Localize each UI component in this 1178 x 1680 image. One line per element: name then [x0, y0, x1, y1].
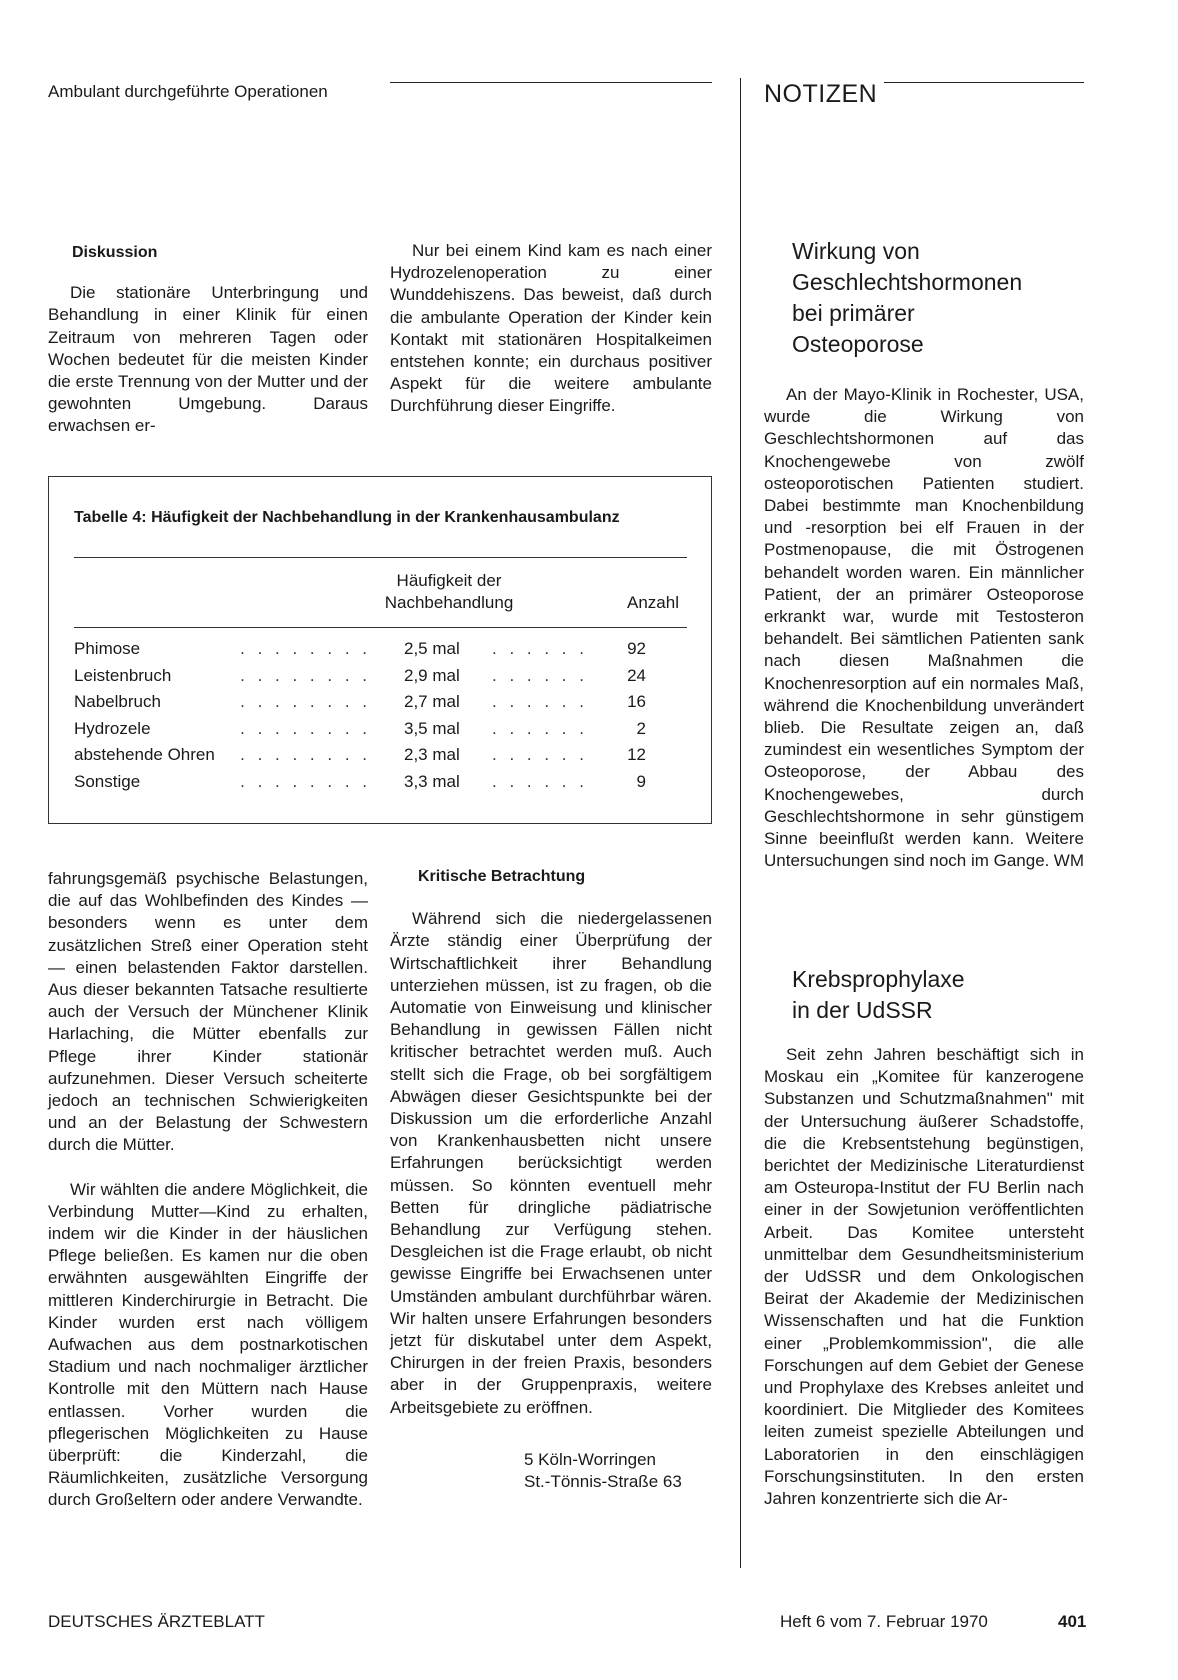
table-row: [74, 745, 686, 771]
table-header-count: Anzahl: [627, 593, 679, 612]
table-cell-frequency: 2,7 mal: [404, 692, 460, 711]
header-rule-left: [390, 82, 712, 83]
paragraph: Wir wählten die andere Möglichkeit, die Verbindung Mutter—Kind zu erhalten, indem wir die Kinder in der häuslichen Pflege beließen. Es kamen nur die oben erwähnten ausgewählten Eingriffe der mittleren Kinderchirurgie in Betracht. Die Kinder wurden erst nach völligem Aufwachen aus dem postnarkotischen Stadium und nach nochmaliger ärztlicher Kontrolle mit den Müttern nach Hause entlassen. Vorher wurden die pflegerischen Möglichkeiten zu Hause überprüft: die Kinderzahl, die Räumlichkeiten, zusätzliche Versorgung durch Großeltern oder andere Verwandte.: [48, 1179, 368, 1510]
notiz-2-title-line: in der UdSSR: [792, 997, 933, 1023]
header-rule-right: [884, 82, 1084, 83]
column-2-bottom: [390, 866, 712, 1493]
leader-dots: . . . . . .: [492, 692, 588, 711]
page-number: 401: [1058, 1612, 1087, 1631]
section-header: NOTIZEN: [764, 80, 878, 108]
leader-dots: . . . . . . . .: [240, 639, 371, 658]
table-header-frequency-line2: Nachbehandlung: [384, 593, 514, 612]
table-cell-frequency: 2,3 mal: [404, 745, 460, 764]
table-row: [74, 639, 686, 665]
running-header: Ambulant durchgeführte Operationen: [48, 82, 328, 101]
table-cell-frequency: 3,5 mal: [404, 718, 460, 738]
leader-dots: . . . . . .: [492, 771, 588, 791]
paragraph: Während sich die niedergelassenen Ärzte ständig einer Überprüfung der Wirtschaftlichkeit ihrer Behandlung unterziehen müssen, ist zu fragen, ob die Automatie von Einweisung und klinischer Behandlung in gewissen Fällen nicht kritischer betrachtet werden muß. Auch stellt sich die Frage, ob bei sorgfältigem Abwägen dieser Gesichtspunkte bei der Diskussion um die erforderliche Anzahl von Krankenhausbetten nicht unsere Erfahrungen berücksichtigt werden müssen. So könnten eventuell mehr Betten für dringliche pädiatrische Behandlung zur Verfügung stehen. Desgleichen ist die Frage erlaubt, ob nicht gewisse Eingriffe bei Erwachsenen unter Umständen ambulant durchführbar wären. Wir halten unsere Erfahrungen besonders jetzt für diskutabel unter dem Aspekt, Chirurgen in der freien Praxis, besonders aber in der Gruppenpraxis, weitere Arbeitsgebiete zu eröffnen.: [390, 909, 712, 1417]
leader-dots: . . . . . . . .: [240, 665, 371, 685]
table-cell-count: 24: [627, 665, 646, 685]
author-address: [524, 1449, 712, 1493]
table-cell-count: 12: [627, 745, 646, 764]
table-4: [48, 476, 712, 824]
notiz-1-title-line: Geschlechtshormonen: [792, 269, 1023, 295]
leader-dots: . . . . . .: [492, 665, 588, 685]
paragraph: fahrungsgemäß psychische Belastungen, die auf das Wohlbefinden des Kindes — besonders wenn es unter dem zusätzlichen Streß einer Operation steht — einen belastenden Faktor darstellen. Aus dieser bekannten Tatsache resultierte auch der Versuch der Münchener Klinik Harlaching, die Mütter ebenfalls zur Pflege ihrer Kinder stationär aufzunehmen. Dieser Versuch scheiterte jedoch an technischen Schwierigkeiten und an der Belastung der Schwestern durch die Mütter.: [48, 869, 368, 1155]
table-cell-label: Nabelbruch: [74, 692, 161, 711]
footer-journal: DEUTSCHES ÄRZTEBLATT: [48, 1612, 265, 1631]
leader-dots: . . . . . .: [492, 745, 588, 764]
leader-dots: . . . . . . . .: [240, 718, 371, 738]
notiz-1-title-line: Wirkung von: [792, 238, 920, 264]
paragraph: Nur bei einem Kind kam es nach einer Hydrozelenoperation zu einer Wunddehiszens. Das beweist, daß durch die ambulante Operation der Kinder kein Kontakt mit stationären Hospitalkeimen entstehen konnte; ein durchaus positiver Aspekt für die weitere ambulante Durchführung dieser Eingriffe.: [390, 241, 712, 416]
table-row: [74, 666, 686, 692]
table-cell-count: 92: [627, 639, 646, 658]
paragraph: An der Mayo-Klinik in Rochester, USA, wurde die Wirkung von Geschlechtshormonen auf das Knochengewebe von zwölf osteoporotischen Patienten studiert. Dabei bestimmte man Knochenbildung und -resorption bei elf Frauen in der Postmenopause, die mit Östrogenen behandelt worden waren. Ein männlicher Patient, der an primärer Osteoporose erkrankt war, wurde mit Testosteron behandelt. Bei sämtlichen Patienten sank nach diesen Maßnahmen die Knochenresorption auf ein normales Maß, während die Knochenbildung unverändert blieb. Die Resultate zeigen an, daß zumindest ein wesentliches Symptom der Osteoporose, der Abbau des Knochengewebes, durch Geschlechtshormone in sehr günstigem Sinne beeinflußt werden kann. Weitere Untersuchungen sind noch im Gange.: [764, 385, 1084, 871]
table-cell-label: Leistenbruch: [74, 665, 172, 685]
notiz-1-body: [764, 384, 1084, 873]
notiz-2-title-line: Krebsprophylaxe: [792, 966, 965, 992]
table-rule-header: [74, 627, 687, 628]
table-header-frequency-line1: Häufigkeit der: [396, 571, 502, 590]
leader-dots: . . . . . . . .: [240, 771, 371, 791]
notiz-1-title-line: bei primärer: [792, 300, 915, 326]
table-cell-frequency: 3,3 mal: [404, 771, 460, 791]
section-heading-diskussion: Diskussion: [72, 244, 158, 261]
leader-dots: . . . . . .: [492, 639, 588, 658]
paragraph: Seit zehn Jahren beschäftigt sich in Moskau ein „Komitee für kanzerogene Substanzen und Schutzmaßnahmen" mit der Untersuchung äußerer Schadstoffe, die die Krebsentstehung begünstigen, berichtet der Medizinische Literaturdienst am Osteuropa-Institut der FU Berlin nach einer in der Sowjetunion veröffentlichten Arbeit. Das Komitee untersteht unmittelbar dem Gesundheitsministerium der UdSSR und dem Onkologischen Beirat der Akademie der Medizinischen Wissenschaften und hat die Funktion einer „Problemkommission", die alle Forschungen auf dem Gebiet der Genese und Prophylaxe des Krebses anleitet und koordiniert. Die Mitglieder des Komitees leiten zumeist spezielle Abteilungen und Laboratorien in den einschlägigen Forschungsinstituten. In den ersten Jahren konzentrierte sich die Ar-: [764, 1045, 1084, 1509]
footer-issue: Heft 6 vom 7. Februar 1970: [780, 1612, 988, 1631]
table-row: [74, 772, 686, 798]
table-header-frequency: [374, 570, 524, 614]
table-cell-count: 16: [627, 692, 646, 711]
leader-dots: . . . . . .: [492, 718, 588, 738]
notiz-1-title-line: Osteoporose: [792, 331, 924, 357]
section-heading-kritische-betrachtung: Kritische Betrachtung: [418, 868, 586, 885]
column-2-top: [390, 240, 712, 418]
leader-dots: . . . . . . . .: [240, 692, 371, 711]
table-cell-count: 9: [636, 771, 646, 791]
column-1-top: [48, 242, 368, 438]
table-title: Tabelle 4: Häufigkeit der Nachbehandlung in der Krankenhausambulanz: [74, 509, 620, 526]
leader-dots: . . . . . . . .: [240, 745, 371, 764]
column-divider: [740, 78, 741, 1568]
table-cell-frequency: 2,5 mal: [404, 639, 460, 658]
table-row: [74, 719, 686, 745]
column-1-bottom: [48, 868, 368, 1512]
notiz-2-body: [764, 1044, 1084, 1510]
notiz-2-title: [792, 964, 965, 1026]
table-row: [74, 692, 686, 718]
table-cell-label: abstehende Ohren: [74, 745, 215, 764]
address-line-1: 5 Köln-Worringen: [524, 1449, 656, 1469]
table-cell-frequency: 2,9 mal: [404, 665, 460, 685]
address-line-2: St.-Tönnis-Straße 63: [524, 1472, 682, 1492]
table-cell-label: Phimose: [74, 639, 141, 658]
paragraph: Die stationäre Unterbringung und Behandlung in einer Klinik für einen Zeitraum von mehreren Tagen oder Wochen bedeutet für die meisten Kinder die erste Trennung von der Mutter und der gewohnten Umgebung. Daraus erwachsen er-: [48, 283, 368, 436]
signature: WM: [1053, 851, 1084, 871]
table-cell-count: 2: [636, 718, 646, 738]
table-cell-label: Hydrozele: [74, 718, 151, 738]
table-rule-top: [74, 557, 687, 558]
notiz-1-title: [792, 236, 1022, 360]
table-cell-label: Sonstige: [74, 771, 141, 791]
